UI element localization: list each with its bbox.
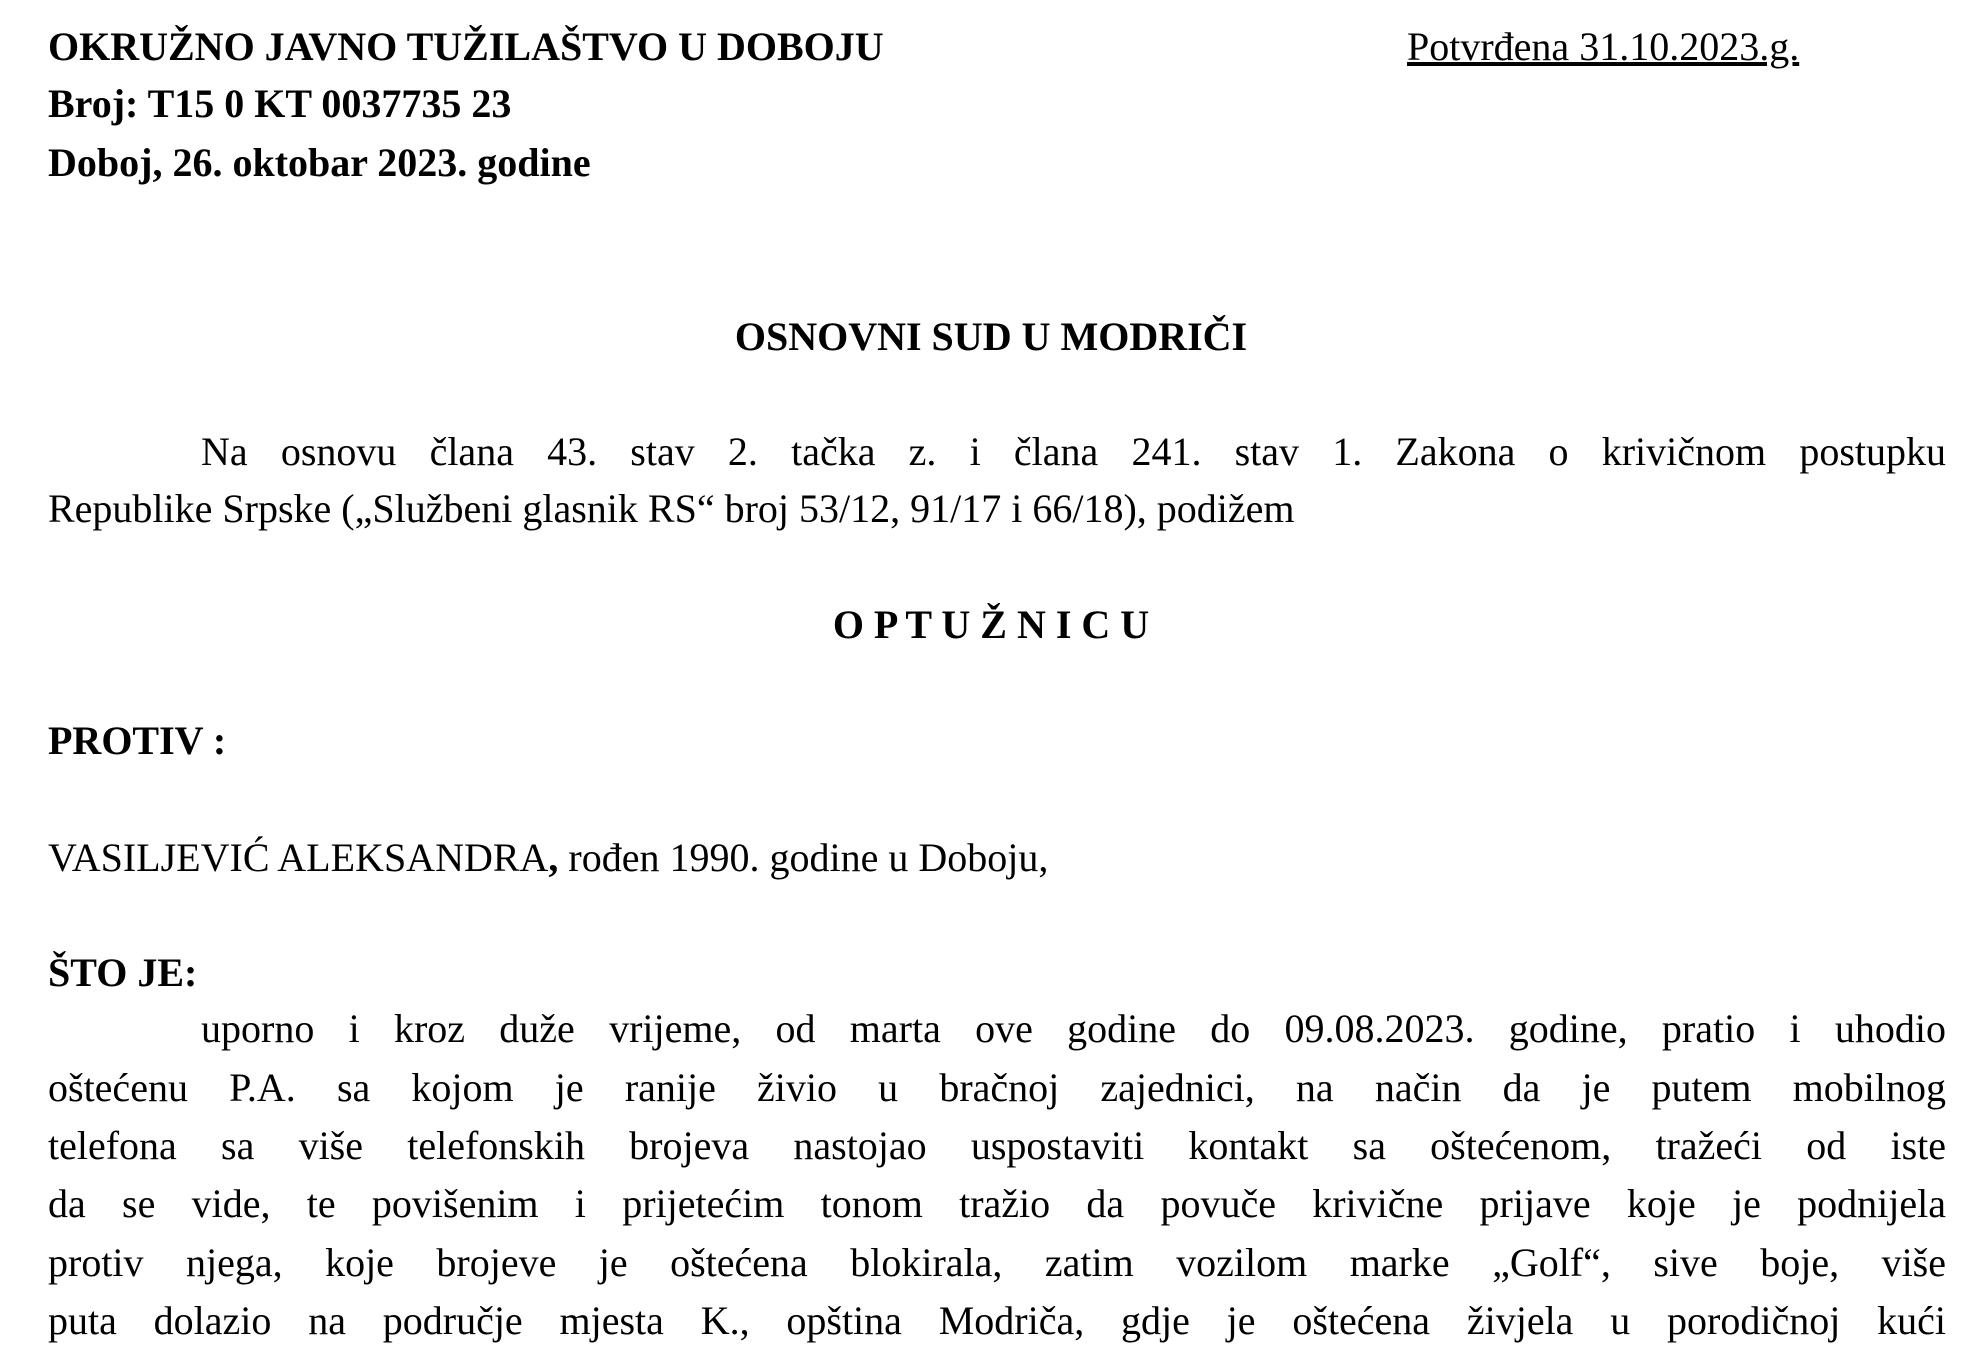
against-label: PROTIV : xyxy=(48,718,227,763)
charge-line: protiv njega, koje brojeve je oštećena blokirala, zatim vozilom marke „Golf“, sive boje, više xyxy=(48,1240,1946,1285)
charge-line: da se vide, te povišenim i prijetećim tonom tražio da povuče krivične prijave koje je podnijela xyxy=(48,1181,1946,1226)
charge-line: puta dolazio na područje mjesta K., opština Modriča, gdje je oštećena živjela u porodičnoj kući xyxy=(48,1298,1946,1343)
charge-line: oštećenu P.A. sa kojom je ranije živio u bračnoj zajednici, na način da je putem mobilnog xyxy=(48,1065,1946,1110)
case-number: Broj: T15 0 KT 0037735 23 xyxy=(48,81,512,126)
accused-line xyxy=(48,829,1048,887)
prosecutor-office: OKRUŽNO JAVNO TUŽILAŠTVO U DOBOJU xyxy=(48,24,884,69)
intro-line: Republike Srpske („Službeni glasnik RS“ broj 53/12, 91/17 i 66/18), podižem xyxy=(48,486,1295,531)
court-name: OSNOVNI SUD U MODRIČI xyxy=(734,314,1248,359)
charge-line: telefona sa više telefonskih brojeva nastojao uspostaviti kontakt sa oštećenom, tražeći od iste xyxy=(48,1123,1946,1168)
document-title: O P T U Ž N I C U xyxy=(832,602,1150,647)
charge-label: ŠTO JE: xyxy=(48,950,198,995)
accused-name: VASILJEVIĆ ALEKSANDRA xyxy=(48,835,549,880)
accused-comma: , xyxy=(548,835,559,880)
intro-line: Na osnovu člana 43. stav 2. tačka z. i člana 241. stav 1. Zakona o krivičnom postupku xyxy=(201,429,1946,474)
place-date: Doboj, 26. oktobar 2023. godine xyxy=(48,140,591,185)
accused-details: rođen 1990. godine u Doboju, xyxy=(558,835,1049,880)
confirmation-date: Potvrđena 31.10.2023.g. xyxy=(1407,24,1800,69)
charge-line: uporno i kroz duže vrijeme, od marta ove godine do 09.08.2023. godine, pratio i uhodio xyxy=(201,1006,1946,1051)
